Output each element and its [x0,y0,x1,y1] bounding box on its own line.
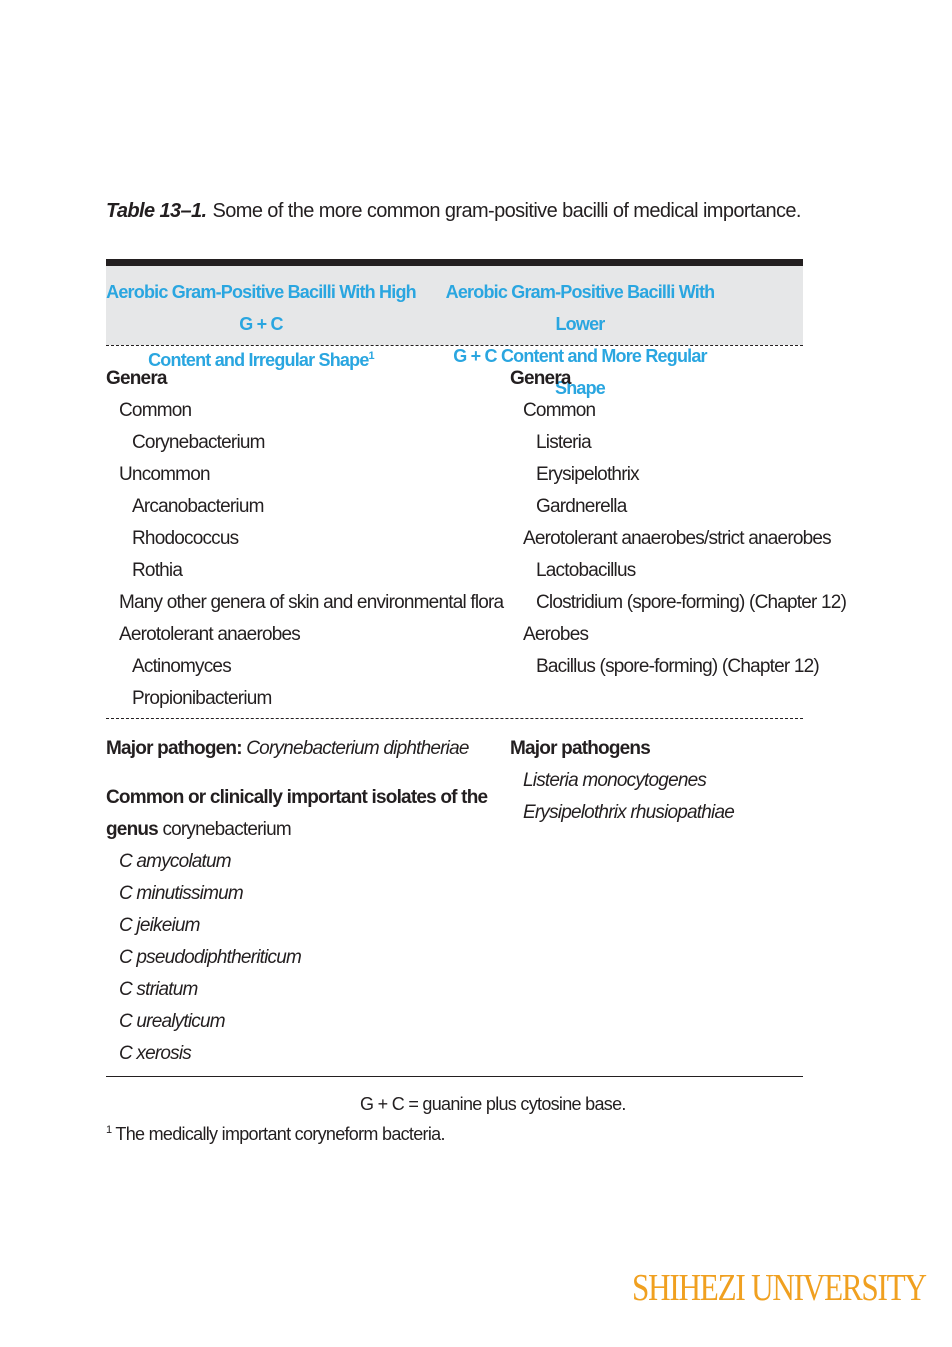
university-brand: SHIHEZI UNIVERSITY [632,1267,926,1309]
isolates-heading-line1: Common or clinically important isolates of the [106,787,488,808]
isolates-heading-rest: corynebacterium [162,819,291,840]
gc-footnote: G + C = guanine plus cytosine base. [360,1094,626,1114]
section-divider [106,718,803,719]
genus-item: Listeria [536,432,591,453]
column-header-left-line1: Aerobic Gram-Positive Bacilli With High G + C [106,282,416,334]
genus-item: Erysipelothrix [536,464,639,485]
genera-heading: Genera [106,368,167,389]
coryneform-footnote [106,1124,445,1145]
genera-heading: Genera [510,368,571,389]
column-header-left-line2: Content and Irregular Shape [148,350,369,370]
major-pathogens-right [510,733,734,829]
table-bottom-rule [106,1076,803,1077]
other-genera-note: Many other genera of skin and environmental flora [119,592,504,613]
genus-item: Bacillus (spore-forming) (Chapter 12) [536,656,819,677]
aerotolerant-subheading: Aerotolerant anaerobes/strict anaerobes [523,528,831,549]
isolate-item: C jeikeium [119,915,200,936]
header-divider [106,345,803,346]
table-caption [106,200,806,223]
genus-item: Clostridium (spore-forming) (Chapter 12) [536,592,847,613]
isolate-item: C minutissimum [119,883,243,904]
isolate-item: C pseudodiphtheriticum [119,947,302,968]
genus-item: Gardnerella [536,496,627,517]
uncommon-subheading: Uncommon [119,464,210,485]
pathogen-item: Listeria monocytogenes [523,770,707,791]
genus-item: Corynebacterium [132,432,265,453]
pathogen-item: Erysipelothrix rhusiopathiae [523,802,734,823]
aerobes-subheading: Aerobes [523,624,589,645]
isolate-item: C amycolatum [119,851,231,872]
table-title: Some of the more common gram-positive bacilli of medical importance. [212,200,801,222]
table-top-rule [106,259,803,266]
genera-right-column [510,363,846,683]
genus-item: Propionibacterium [132,688,272,709]
major-pathogen-label: Major pathogen: [106,738,242,759]
isolate-item: C xerosis [119,1043,191,1064]
column-header-left [106,276,416,376]
genera-left-column [106,363,503,715]
genus-item: Rothia [132,560,183,581]
major-pathogens-heading: Major pathogens [510,738,651,759]
isolates-list [106,782,487,1070]
common-subheading: Common [523,400,596,421]
footnote-marker: 1 [106,1124,112,1136]
aerotolerant-subheading: Aerotolerant anaerobes [119,624,300,645]
column-header-right-line1: Aerobic Gram-Positive Bacilli With Lower [445,282,715,334]
footnote-text: The medically important coryneform bacteria. [115,1124,445,1144]
footnote-marker: 1 [368,350,374,362]
table-label: Table 13–1. [106,200,207,222]
column-header-right-line2: G + C Content and More Regular Shape [453,346,707,398]
isolate-item: C urealyticum [119,1011,225,1032]
genus-item: Arcanobacterium [132,496,264,517]
genus-item: Rhodococcus [132,528,239,549]
isolates-heading-genus: genus [106,819,158,840]
major-pathogen-value: Corynebacterium diphtheriae [246,738,469,759]
genus-item: Actinomyces [132,656,231,677]
isolate-item: C striatum [119,979,198,1000]
genus-item: Lactobacillus [536,560,636,581]
major-pathogen-left [106,733,469,765]
common-subheading: Common [119,400,192,421]
